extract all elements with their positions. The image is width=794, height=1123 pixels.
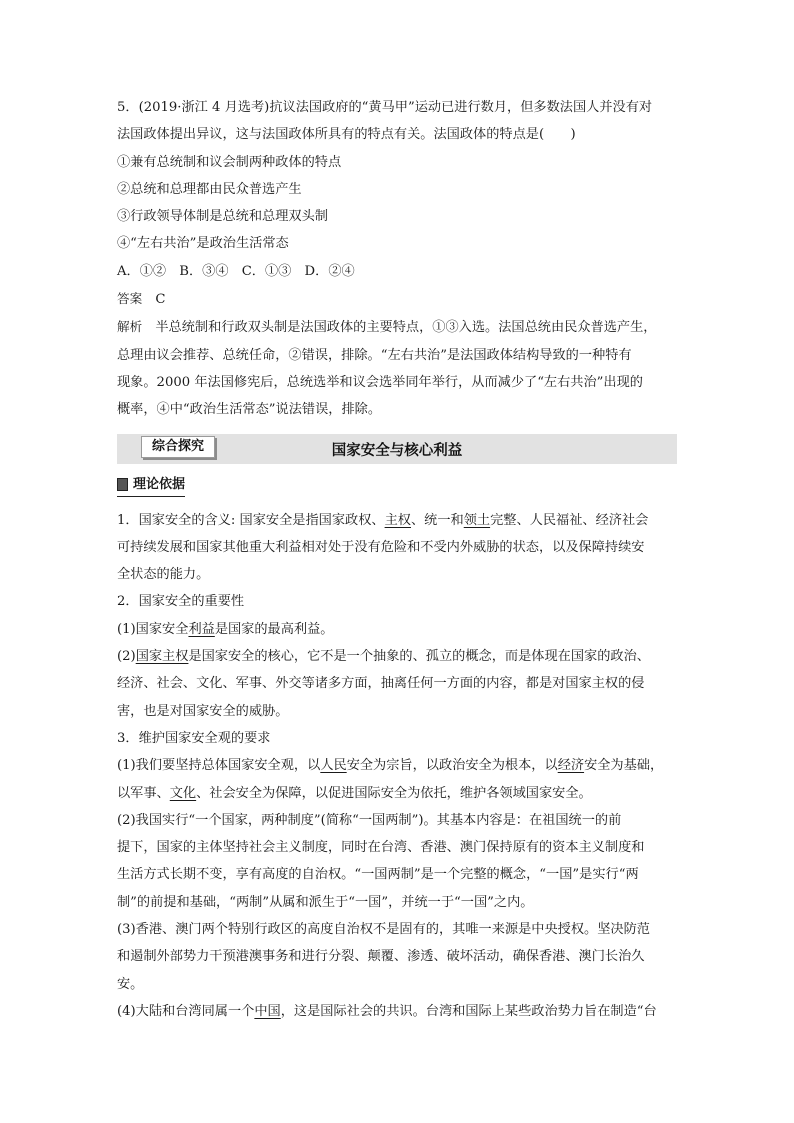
banner-tab: 综合探究: [141, 436, 215, 458]
section-banner: [117, 434, 677, 464]
s3-p4-line1: (4)大陆和台湾同属一个中国，这是国际社会的共识。台湾和国际上某些政治势力旨在制造“台: [117, 1003, 657, 1019]
s3-p2-line1: (2)我国实行“一个国家，两种制度”(简称“一国两制”)。其基本内容是：在祖国统一的前: [117, 812, 622, 828]
question-stem-line2: 法国政体提出异议，这与法国政体所具有的特点有关。法国政体的特点是( ): [117, 127, 576, 143]
s3-p3-line2: 和遏制外部势力干预港澳事务和进行分裂、颠覆、渗透、破坏活动，确保香港、澳门长治久: [117, 949, 645, 965]
analysis-line1: [117, 313, 677, 341]
analysis-line3: 现象。2000 年法国修宪后，总统选举和议会选举同年举行，从而减少了“左右共治”出现的: [117, 374, 643, 390]
question-option-1: ①兼有总统制和议会制两种政体的特点: [117, 154, 342, 170]
underlined-term: 主权: [384, 512, 411, 528]
s2-p2-line1: (2)国家主权是国家安全的核心，它不是一个抽象的、孤立的概念，而是体现在国家的政治、: [117, 649, 650, 665]
question-option-4: ④“左右共治”是政治生活常态: [117, 236, 289, 252]
subhead-theory-basis: [117, 474, 185, 497]
s1-line2: 可持续发展和国家其他重大利益相对处于没有危险和不受内外威胁的状态，以及保障持续安: [117, 539, 645, 555]
s3-p2-line3: 生活方式长期不变，享有高度的自治权。“一国两制”是一个完整的概念，“一国”是实行“两: [117, 867, 639, 883]
analysis-line2: 总理由议会推荐、总统任命，②错误，排除。“左右共治”是法国政体结构导致的一种特有: [117, 347, 632, 363]
s3-p1-line1: (1)我们要坚持总体国家安全观，以人民安全为宗旨，以政治安全为根本，以经济安全为基础，: [117, 758, 664, 774]
s3-p2-line2: 提下，国家的主体坚持社会主义制度，同时在台湾、香港、澳门保持原有的资本主义制度和: [117, 840, 645, 856]
question-option-2: ②总统和总理都由民众普选产生: [117, 181, 302, 197]
underlined-term: 国家主权: [135, 649, 189, 665]
underlined-term: 经济: [557, 758, 585, 774]
answer-label: 答案: [117, 291, 143, 307]
banner-title: 国家安全与核心利益: [331, 442, 463, 459]
answer-value: C: [155, 292, 166, 308]
s3-p3-line3: 安。: [117, 976, 144, 992]
s3-p2-line4: 制”的前提和基础，“两制”从属和派生于“一国”，并统一于“一国”之内。: [117, 894, 534, 910]
s2-p2-line3: 害，也是对国家安全的威胁。: [117, 703, 289, 719]
answer-line: [117, 285, 677, 313]
subhead-label: 理论依据: [133, 476, 186, 492]
document-page: [117, 94, 677, 1025]
analysis-label: 解析: [117, 319, 143, 335]
s3-p3-line1: (3)香港、澳门两个特别行政区的高度自治权不是固有的，其唯一来源是中央授权。坚决防范: [117, 922, 650, 938]
s2-heading: 2．国家安全的重要性: [117, 594, 245, 610]
s2-p1: (1)国家安全利益是国家的最高利益。: [117, 621, 334, 637]
s1-line1: 1．国家安全的含义: 国家安全是指国家政权、主权、统一和领土完整、人民福祉、经济社会: [117, 512, 649, 528]
underlined-term: 中国: [254, 1003, 281, 1019]
question-stem-line1: 5．(2019·浙江 4 月选考)抗议法国政府的“黄马甲”运动已进行数月，但多数法国人并没有对: [117, 100, 653, 115]
underlined-term: 文化: [169, 785, 197, 801]
s3-heading: 3．维护国家安全观的要求: [117, 730, 271, 746]
s2-p2-line2: 经济、社会、文化、军事、外交等诸多方面，抽离任何一方面的内容，都是对国家主权的侵: [117, 676, 645, 692]
analysis-line4: 概率，④中“政治生活常态”说法错误，排除。: [117, 402, 382, 418]
underlined-term: 利益: [188, 621, 215, 637]
underlined-term: 人民: [320, 758, 347, 774]
underlined-term: 领土: [463, 512, 491, 528]
question-option-3: ③行政领导体制是总统和总理双头制: [117, 209, 328, 225]
s3-p1-line2: 以军事、文化、社会安全为保障，以促进国际安全为依托，维护各领域国家安全。: [117, 785, 592, 801]
square-bullet-icon: [117, 478, 128, 491]
analysis-text-1: 半总统制和行政双头制是法国政体的主要特点，①③入选。法国总统由民众普选产生，: [155, 320, 657, 336]
s1-line3: 全状态的能力。: [117, 567, 210, 583]
question-choices: A．①② B．③④ C．①③ D．②④: [117, 263, 355, 279]
